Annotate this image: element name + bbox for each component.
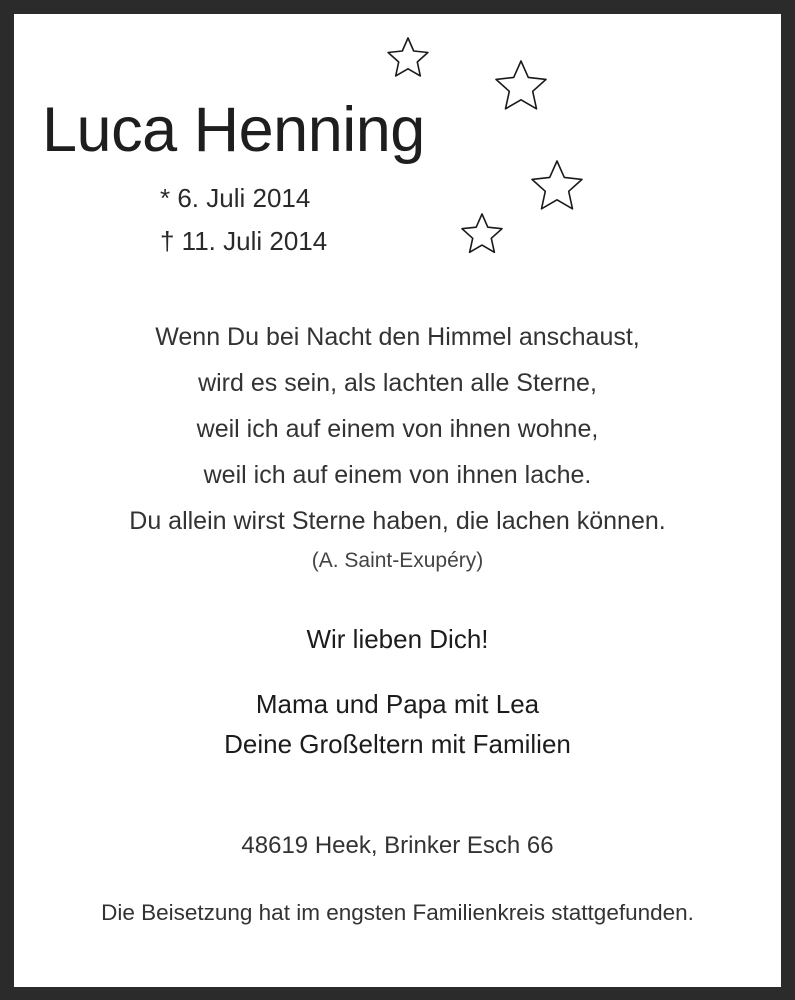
star-icon (496, 61, 546, 109)
star-icon (462, 214, 502, 252)
love-message: Wir lieben Dich! (306, 624, 489, 654)
poem-line: Du allein wirst Sterne haben, die lachen können. (129, 507, 666, 535)
obituary-card (14, 14, 781, 987)
address: 48619 Heek, Brinker Esch 66 (241, 832, 554, 859)
family-line: Mama und Papa mit Lea (255, 689, 540, 719)
family-signatures (14, 684, 781, 764)
poem-line: weil ich auf einem von ihnen lache. (203, 461, 592, 489)
poem (14, 314, 781, 578)
family-line: Deine Großeltern mit Familien (224, 729, 571, 759)
star-icon (532, 161, 582, 209)
death-date: † 11. Juli 2014 (160, 226, 328, 256)
burial-note: Die Beisetzung hat im engsten Familienkreis stattgefunden. (101, 900, 694, 925)
life-dates (160, 177, 327, 263)
star-icon (388, 38, 428, 76)
birth-date: * 6. Juli 2014 (160, 183, 311, 213)
poem-line: Wenn Du bei Nacht den Himmel anschaust, (155, 323, 640, 351)
poem-line: wird es sein, als lachten alle Sterne, (198, 369, 597, 397)
poem-attribution: (A. Saint-Exupéry) (311, 549, 484, 572)
deceased-name: Luca Henning (42, 95, 425, 165)
poem-line: weil ich auf einem von ihnen wohne, (196, 415, 599, 443)
